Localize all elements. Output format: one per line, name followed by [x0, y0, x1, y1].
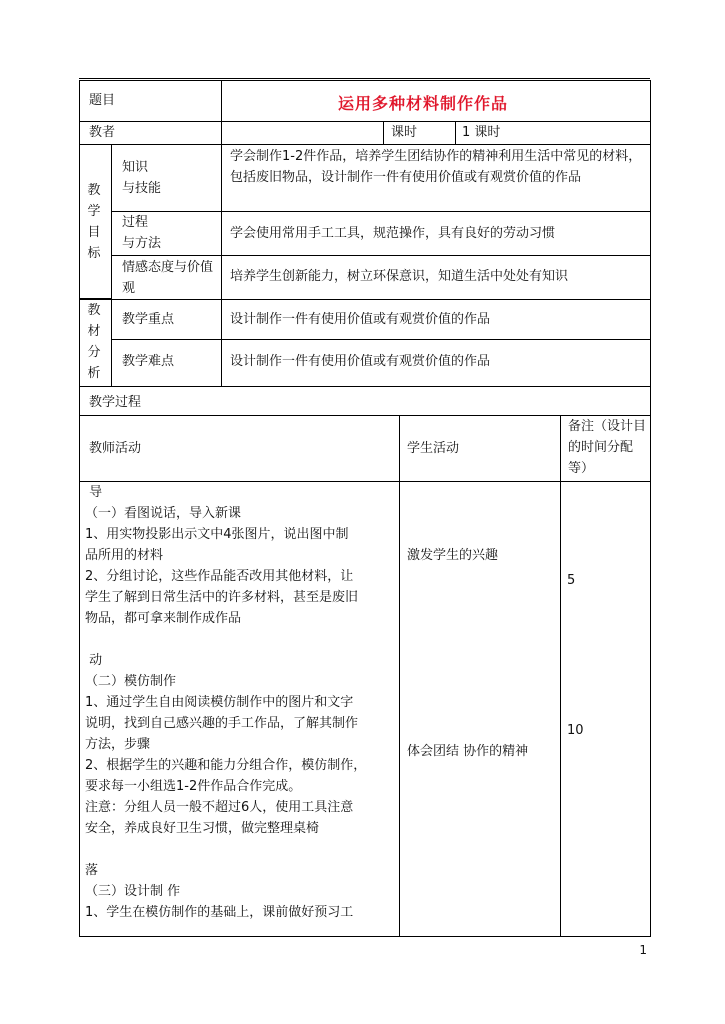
student-activity-1: 激发学生的兴趣	[407, 548, 499, 563]
objective-content-3: 培养学生创新能力，树立环保意识，知道生活中处处有知识	[230, 269, 569, 284]
analysis-content-2: 设计制作一件有使用价值或有观赏价值的作品	[230, 354, 491, 369]
teacher-activity-line: 1、学生在模仿制作的基础上，课前做好预习工	[85, 905, 354, 920]
teacher-activity-line: 2、根据学生的兴趣和能力分组合作，模仿制作，	[85, 758, 367, 773]
teacher-activity-line: 2、分组讨论，这些作品能否改用其他材料，让	[85, 569, 354, 584]
notes-col-header: 备注（设计目的时间分配等）	[568, 419, 647, 476]
objective-content-1: 学会制作1-2件作品，培养学生团结协作的精神利用生活中常见的材料，包括废旧物品，设计制作一件有使用价值或有观赏价值的作品	[230, 149, 642, 185]
teacher-activity-line: 1、用实物投影出示文中4张图片，说出图中制	[85, 527, 349, 542]
topic-label: 题目	[89, 93, 116, 108]
note-1: 5	[567, 573, 576, 588]
teacher-activity-line: （二）模仿制作	[85, 674, 177, 689]
note-2: 10	[567, 723, 584, 738]
teacher-activity-line: 1、通过学生自由阅读模仿制作中的图片和文字	[85, 695, 354, 710]
teacher-activity-line: 落	[85, 863, 99, 878]
teacher-activity-line: 物品，都可拿来制作成作品	[85, 611, 242, 626]
teacher-activity-line: 方法，步骤	[85, 737, 151, 752]
teacher-activity-line: 要求每一小组选1-2件作品合作完成。	[85, 779, 302, 794]
teacher-activity-line: （一）看图说话，导入新课	[85, 506, 242, 521]
student-activity-2: 体会团结 协作的精神	[407, 744, 529, 759]
objective-label-2: 过程 与方法	[122, 215, 162, 251]
student-col-header: 学生活动	[407, 441, 460, 456]
teacher-activity-line: 动	[85, 653, 103, 668]
teacher-activity-line: 学生了解到日常生活中的许多材料，甚至是废旧	[85, 590, 359, 605]
page-title: 运用多种材料制作作品	[338, 94, 509, 113]
teacher-value-cell	[221, 121, 384, 145]
teacher-activity-line	[85, 839, 397, 860]
teacher-activity-line: 品所用的材料	[85, 548, 164, 563]
teacher-activity-line: （三）设计制 作	[85, 884, 181, 899]
analysis-label-1: 教学重点	[122, 312, 175, 327]
objective-label-3: 情感态度与价值观	[122, 260, 214, 296]
process-label: 教学过程	[89, 395, 142, 410]
hours-label: 课时	[391, 125, 418, 140]
process-label-cell	[79, 386, 651, 416]
objective-label-1: 知识 与技能	[122, 160, 162, 196]
teacher-activity-line	[85, 629, 397, 650]
notes-cell	[560, 481, 651, 937]
hours-value: 1 课时	[462, 125, 501, 140]
teacher-activity-line: 说明，找到自己感兴趣的手工作品，了解其制作	[85, 716, 359, 731]
top-rule	[79, 78, 650, 79]
teacher-activity-line: 安全，养成良好卫生习惯，做完整理桌椅	[85, 821, 320, 836]
teacher-activity-line: 注意：分组人员一般不超过6人，使用工具注意	[85, 800, 354, 815]
analysis-label-2: 教学难点	[122, 354, 175, 369]
teacher-label: 教者	[89, 125, 116, 140]
analysis-content-1: 设计制作一件有使用价值或有观赏价值的作品	[230, 312, 491, 327]
objectives-group-label: 教 学 目 标	[87, 183, 101, 261]
page-number: 1	[639, 943, 647, 957]
teacher-col-header: 教师活动	[89, 441, 142, 456]
teacher-activity-text	[85, 482, 397, 923]
objective-content-2: 学会使用常用手工工具，规范操作，具有良好的劳动习惯	[230, 226, 556, 241]
analysis-group-label: 教 材 分 析	[87, 303, 101, 381]
teacher-activity-line: 导	[85, 485, 103, 500]
